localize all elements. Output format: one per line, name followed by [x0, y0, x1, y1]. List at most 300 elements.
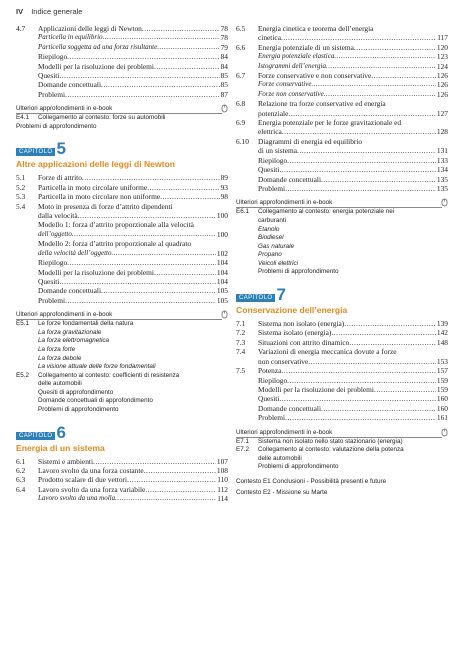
section-code: E5.1	[16, 320, 29, 328]
entry-title: Potenza .....	[258, 366, 436, 375]
entry-title: Modelli per la risoluzione dei problemi .....	[258, 385, 436, 394]
entry-page: 153	[436, 356, 448, 366]
entry-number: 7.5	[236, 366, 246, 376]
entry-title: di un sistema .....	[258, 146, 436, 155]
ebook-section[interactable]	[16, 380, 228, 389]
ebook-link[interactable]	[236, 198, 442, 208]
ebook-section[interactable]	[16, 123, 228, 132]
entry-text-wrap	[38, 457, 228, 466]
entry-page: 157	[436, 366, 448, 376]
toc-entry[interactable]	[236, 33, 448, 42]
entry-page: 78	[220, 24, 228, 33]
section-title: Veicoli elettrici	[258, 259, 299, 267]
toc-entry[interactable]	[236, 80, 448, 89]
entry-title: Forze di attrito .....	[38, 173, 220, 182]
toc-entry[interactable]	[236, 109, 448, 118]
entry-title: cinetica .....	[258, 33, 436, 42]
ebook-section[interactable]	[16, 406, 228, 415]
entry-page: 107	[216, 456, 228, 466]
entry-text-wrap	[258, 394, 448, 403]
entry-text-wrap	[258, 62, 448, 71]
entry-title: Lavoro svolto da una forza costante .....	[38, 466, 216, 475]
toc-entry[interactable]	[16, 202, 228, 211]
entry-page: 128	[436, 127, 448, 137]
entry-title: non conservative .....	[258, 357, 436, 366]
section-title: Collegamento al contesto: coefficienti di resistenza	[38, 371, 180, 379]
entry-number: 5.4	[16, 201, 26, 211]
ebook-section[interactable]	[236, 243, 448, 252]
entry-text-wrap	[38, 230, 228, 239]
entry-text-wrap	[258, 175, 448, 184]
section-title: delle automobili	[38, 380, 82, 388]
entry-text-wrap	[258, 385, 448, 394]
context-entry[interactable]: Contesto E2 - Missione su Marte	[236, 488, 328, 496]
section-title: Biodiesel	[258, 234, 284, 242]
toc-entry[interactable]	[16, 192, 228, 201]
entry-page: 148	[436, 337, 448, 347]
entry-title: Particella in moto circolare uniforme .....	[38, 183, 220, 192]
ebook-section[interactable]	[16, 355, 228, 364]
section-title: Domande concettuali di approfondimento	[38, 397, 153, 405]
ebook-section[interactable]	[236, 260, 448, 269]
toc-entry[interactable]	[236, 137, 448, 146]
toc-entry[interactable]	[16, 494, 228, 503]
entry-title: Energia potenziale elastica .....	[258, 52, 436, 61]
entry-title: elettrica .....	[258, 127, 436, 136]
ebook-section[interactable]	[236, 463, 448, 472]
entry-title: Domande concettuali .....	[38, 286, 216, 295]
entry-text-wrap	[38, 249, 228, 258]
entry-page: 135	[436, 174, 448, 184]
section-title: La visione attuale delle forze fondamentali	[38, 363, 156, 371]
page-number: IV	[16, 7, 24, 16]
entry-page: 126	[436, 71, 448, 81]
entry-page: 126	[436, 89, 448, 99]
ebook-section[interactable]	[236, 234, 448, 243]
toc-entry[interactable]	[236, 385, 448, 394]
entry-text-wrap	[38, 268, 228, 277]
entry-title: Domande concettuali .....	[258, 175, 436, 184]
section-title: Problemi di approfondimento	[16, 122, 97, 130]
entry-title: Sistema non isolato (energia) .....	[258, 319, 436, 328]
entry-title: Modello 1: forza d’attrito proporzionale alla velocità	[38, 220, 194, 230]
entry-text-wrap	[258, 165, 448, 174]
entry-text-wrap	[38, 24, 228, 33]
entry-page: 85	[220, 71, 228, 81]
toc-entry[interactable]	[16, 249, 228, 258]
toc-entry[interactable]	[236, 394, 448, 403]
toc-entry[interactable]	[16, 258, 228, 267]
entry-number: 6.4	[16, 484, 26, 494]
toc-entry[interactable]	[236, 62, 448, 71]
entry-page: 84	[220, 52, 228, 62]
toc-entry[interactable]	[236, 328, 448, 337]
ebook-link[interactable]	[16, 310, 222, 320]
entry-page: 100	[216, 229, 228, 239]
ebook-section[interactable]	[236, 446, 448, 455]
entry-number: 6.5	[236, 24, 246, 33]
entry-number: 6.1	[16, 456, 26, 466]
entry-page: 135	[436, 183, 448, 193]
entry-text-wrap	[38, 286, 228, 295]
entry-text-wrap	[258, 118, 448, 127]
entry-text-wrap	[38, 192, 228, 201]
entry-text-wrap	[38, 466, 228, 475]
chapter-badge	[236, 285, 448, 305]
toc-entry[interactable]	[16, 296, 228, 305]
entry-text-wrap	[258, 338, 448, 347]
entry-text-wrap	[258, 413, 448, 422]
entry-title: dell’oggetto .....	[38, 230, 216, 239]
entry-text-wrap	[258, 24, 448, 33]
section-title: Etanolo	[258, 225, 280, 233]
entry-text-wrap	[258, 184, 448, 193]
toc-entry[interactable]	[236, 52, 448, 61]
section-title: Quesiti di approfondimento	[38, 388, 114, 396]
section-code: E7.2	[236, 446, 249, 454]
ebook-section[interactable]	[236, 455, 448, 464]
entry-page: 89	[220, 173, 228, 183]
entry-title: Prodotto scalare di due vettori .....	[38, 475, 216, 484]
toc-entry[interactable]	[236, 319, 448, 328]
entry-text-wrap	[258, 71, 448, 80]
entry-title: Energia potenziale di un sistema .....	[258, 43, 436, 52]
entry-text-wrap	[38, 71, 228, 80]
ebook-section[interactable]	[236, 208, 448, 217]
entry-title: Istogrammi dell’energia .....	[258, 62, 436, 71]
entry-text-wrap	[258, 109, 448, 118]
chapter-title[interactable]: Altre applicazioni delle leggi di Newton	[16, 159, 176, 170]
entry-text-wrap	[258, 33, 448, 42]
entry-page: 104	[216, 258, 228, 268]
entry-number: 7.4	[236, 347, 246, 357]
entry-page: 84	[220, 61, 228, 71]
entry-number: 6.6	[236, 42, 246, 52]
entry-page: 93	[220, 182, 228, 192]
chapter-title[interactable]: Conservazione dell’energia	[236, 305, 348, 316]
mouse-icon	[441, 198, 448, 207]
entry-page: 87	[220, 89, 228, 99]
entry-page: 112	[217, 484, 228, 494]
entry-page: 139	[436, 319, 448, 329]
chapter-label: CAPITOLO	[16, 432, 55, 440]
entry-page: 85	[220, 80, 228, 90]
toc-entry[interactable]	[16, 230, 228, 239]
entry-page: 100	[216, 211, 228, 221]
entry-text-wrap	[258, 376, 448, 385]
entry-page: 105	[216, 286, 228, 296]
toc-entry[interactable]	[236, 24, 448, 33]
entry-page: 110	[217, 475, 228, 485]
ebook-section[interactable]	[236, 438, 448, 447]
ebook-section[interactable]	[16, 320, 228, 329]
ebook-section[interactable]	[16, 329, 228, 338]
running-title: Indice generale	[31, 7, 83, 16]
toc-entry[interactable]	[16, 286, 228, 295]
entry-title: Relazione tra forze conservative ed energia	[258, 99, 386, 109]
toc-entry[interactable]	[236, 175, 448, 184]
entry-text-wrap	[258, 347, 448, 356]
entry-page: 159	[436, 375, 448, 385]
entry-text-wrap	[38, 43, 228, 52]
entry-title: Lavoro svolto da una forza variabile .....	[38, 485, 216, 494]
entry-text-wrap	[38, 202, 228, 211]
mouse-icon	[221, 310, 228, 319]
entry-page: 160	[436, 394, 448, 404]
entry-title: Domande concettuali .....	[38, 80, 220, 89]
entry-text-wrap	[38, 52, 228, 61]
toc-entry[interactable]	[16, 183, 228, 192]
ebook-section[interactable]	[236, 226, 448, 235]
entry-title: Diagrammi di energia ed equilibrio	[258, 136, 363, 146]
ebook-section[interactable]	[16, 363, 228, 372]
toc-entry[interactable]	[236, 118, 448, 127]
entry-page: 131	[436, 146, 448, 156]
section-title: La forza debole	[38, 354, 82, 362]
context-entry[interactable]: Contesto E1 Conclusioni - Possibilità presenti e future	[236, 477, 387, 485]
entry-title: Situazioni con attrito dinamico .....	[258, 338, 436, 347]
toc-entry[interactable]	[236, 184, 448, 193]
section-title: La forza gravitazionale	[38, 328, 102, 336]
entry-page: 134	[436, 165, 448, 175]
entry-title: Modelli per la risoluzione dei problemi .....	[38, 62, 220, 71]
entry-text-wrap	[38, 90, 228, 99]
section-title: Le forze fondamentali della natura	[38, 320, 134, 328]
entry-page: 114	[217, 494, 228, 504]
entry-text-wrap	[38, 62, 228, 71]
entry-title: della velocità dell’oggetto .....	[38, 249, 216, 258]
section-code: E5.2	[16, 371, 29, 379]
entry-text-wrap	[258, 319, 448, 328]
toc-entry[interactable]	[236, 165, 448, 174]
toc-entry[interactable]	[236, 338, 448, 347]
entry-number: 7.3	[236, 337, 246, 347]
chapter-label: CAPITOLO	[236, 294, 275, 302]
toc-entry[interactable]	[16, 268, 228, 277]
ebook-section[interactable]	[236, 268, 448, 277]
ebook-section[interactable]	[16, 372, 228, 381]
entry-title: dalla velocità .....	[38, 211, 216, 220]
toc-entry[interactable]	[236, 43, 448, 52]
entry-text-wrap	[38, 277, 228, 286]
entry-text-wrap	[38, 183, 228, 192]
toc-entry[interactable]	[16, 33, 228, 42]
entry-number: 6.7	[236, 71, 246, 81]
entry-text-wrap	[38, 239, 228, 248]
entry-page: 126	[436, 80, 448, 90]
entry-text-wrap	[258, 127, 448, 136]
entry-page: 102	[216, 248, 228, 258]
ebook-label: Ulteriori approfondimenti in e-book	[236, 199, 333, 207]
entry-page: 98	[220, 192, 228, 202]
entry-page: 161	[436, 413, 448, 423]
entry-title: Particella in equilibrio .....	[38, 33, 220, 42]
ebook-section[interactable]	[236, 251, 448, 260]
section-title: Collegamento al contesto: valutazione della potenza	[258, 446, 404, 454]
entry-text-wrap	[38, 173, 228, 182]
entry-page: 142	[436, 328, 448, 338]
entry-text-wrap	[258, 328, 448, 337]
section-title: carburanti	[258, 216, 287, 224]
toc-entry[interactable]	[16, 485, 228, 494]
entry-title: Sistema isolato (energia) .....	[258, 328, 436, 337]
toc-entry[interactable]	[236, 413, 448, 422]
entry-title: Particella soggetta ad una forza risultante .....	[38, 43, 220, 52]
toc-entry[interactable]	[236, 146, 448, 155]
entry-title: Forze conservative e non conservative .....	[258, 71, 436, 80]
ebook-section[interactable]	[16, 114, 228, 123]
mouse-icon	[221, 104, 228, 113]
toc-entry[interactable]	[236, 90, 448, 99]
entry-title: Modello 2: forza d’attrito proporzionale al quadrato	[38, 239, 192, 249]
entry-text-wrap	[38, 296, 228, 305]
toc-right-column	[236, 24, 448, 498]
toc-entry[interactable]	[16, 220, 228, 229]
toc-entry[interactable]	[236, 156, 448, 165]
toc-entry[interactable]	[236, 347, 448, 356]
toc-entry[interactable]	[16, 80, 228, 89]
toc-entry[interactable]	[236, 366, 448, 375]
entry-page: 78	[220, 33, 228, 43]
toc-entry[interactable]	[16, 211, 228, 220]
toc-entry[interactable]	[236, 404, 448, 413]
section-title: Problemi di approfondimento	[258, 268, 339, 276]
entry-text-wrap	[258, 43, 448, 52]
toc-entry[interactable]	[16, 277, 228, 286]
ebook-link[interactable]	[236, 428, 442, 438]
toc-entry[interactable]	[16, 475, 228, 484]
section-code: E6.1	[236, 208, 249, 216]
entry-text-wrap	[258, 90, 448, 99]
entry-page: 160	[436, 403, 448, 413]
mouse-icon	[441, 428, 448, 437]
entry-title: Problemi .....	[38, 296, 216, 305]
entry-number: 6.9	[236, 118, 246, 128]
toc-left-column	[16, 24, 228, 504]
entry-title: Applicazioni delle leggi di Newton .....	[38, 24, 220, 33]
entry-title: Moto in presenza di forze d’attrito dipendenti	[38, 201, 173, 211]
ebook-label: Ulteriori approfondimenti in e-book	[236, 428, 333, 436]
ebook-label: Ulteriori approfondimenti in e-book	[16, 311, 113, 319]
ebook-section[interactable]	[16, 389, 228, 398]
ebook-link[interactable]	[16, 104, 222, 114]
entry-title: Forze conservative .....	[258, 80, 436, 89]
entry-text-wrap	[258, 156, 448, 165]
entry-title: Quesiti .....	[258, 165, 436, 174]
chapter-title[interactable]: Energia di un sistema	[16, 442, 105, 453]
entry-title: Sistemi e ambienti .....	[38, 457, 216, 466]
section-title: La forza elettromagnetica	[38, 337, 110, 345]
entry-title: Riepilogo .....	[258, 376, 436, 385]
toc-entry[interactable]	[16, 62, 228, 71]
entry-page: 133	[436, 155, 448, 165]
section-title: Sistema non isolato nello stato stazionario (energia)	[258, 437, 403, 445]
entry-number: 7.2	[236, 328, 246, 338]
section-title: La forza forte	[38, 345, 76, 353]
toc-entry[interactable]	[16, 466, 228, 475]
entry-title: Problemi .....	[258, 413, 436, 422]
toc-entry[interactable]	[16, 90, 228, 99]
entry-text-wrap	[258, 146, 448, 155]
entry-number: 6.10	[236, 136, 249, 146]
entry-page: 108	[216, 466, 228, 476]
entry-title: Domande concettuali .....	[258, 404, 436, 413]
entry-title: Problemi .....	[38, 90, 220, 99]
toc-entry[interactable]	[16, 52, 228, 61]
section-title: Propano	[258, 251, 282, 259]
toc-entry[interactable]	[236, 71, 448, 80]
entry-text-wrap	[258, 357, 448, 366]
entry-title: Energia potenziale per le forze gravitazionale ed	[258, 118, 402, 128]
section-title: Problemi di approfondimento	[38, 406, 119, 414]
entry-number: 4.7	[16, 24, 26, 33]
entry-text-wrap	[258, 80, 448, 89]
chapter-number: 7	[276, 285, 286, 305]
entry-text-wrap	[258, 99, 448, 108]
entry-number: 6.8	[236, 99, 246, 109]
entry-number: 6.2	[16, 466, 26, 476]
toc-entry[interactable]	[236, 99, 448, 108]
entry-text-wrap	[38, 258, 228, 267]
toc-entry[interactable]	[236, 357, 448, 366]
entry-title: Problemi .....	[258, 184, 436, 193]
toc-entry[interactable]	[16, 173, 228, 182]
ebook-section[interactable]	[16, 397, 228, 406]
entry-page: 79	[220, 42, 228, 52]
chapter-badge	[16, 424, 228, 440]
entry-title: Modelli per la risoluzione dei problemi .....	[38, 268, 216, 277]
ebook-section[interactable]	[236, 217, 448, 226]
toc-entry[interactable]	[236, 127, 448, 136]
entry-title: Quesiti .....	[258, 394, 436, 403]
toc-entry[interactable]	[236, 376, 448, 385]
chapter-number: 5	[56, 139, 66, 159]
ebook-section[interactable]	[16, 346, 228, 355]
entry-title: Energia cinetica e teorema dell’energia	[258, 24, 374, 33]
entry-text-wrap	[38, 494, 228, 503]
section-title: Collegamento al contesto: forze su automobili	[38, 114, 166, 122]
entry-page: 117	[437, 33, 448, 43]
toc-entry[interactable]	[16, 43, 228, 52]
entry-page: 104	[216, 267, 228, 277]
section-code: E4.1	[16, 114, 29, 122]
toc-entry[interactable]	[16, 24, 228, 33]
entry-number: 6.3	[16, 475, 26, 485]
entry-page: 105	[216, 295, 228, 305]
ebook-section[interactable]	[16, 337, 228, 346]
entry-text-wrap	[258, 366, 448, 375]
entry-title: Riepilogo .....	[258, 156, 436, 165]
entry-number: 7.1	[236, 319, 246, 329]
entry-text-wrap	[38, 80, 228, 89]
entry-text-wrap	[258, 404, 448, 413]
entry-page: 120	[436, 42, 448, 52]
toc-entry[interactable]	[16, 71, 228, 80]
toc-entry[interactable]	[16, 457, 228, 466]
chapter-label: CAPITOLO	[16, 148, 55, 156]
page-header	[16, 7, 82, 16]
section-title: Problemi di approfondimento	[258, 463, 339, 471]
entry-number: 5.3	[16, 192, 26, 202]
entry-text-wrap	[38, 220, 228, 229]
entry-number: 5.1	[16, 173, 26, 183]
toc-entry[interactable]	[16, 239, 228, 248]
entry-title: Particella in moto circolare non uniforme .....	[38, 192, 220, 201]
entry-number: 5.2	[16, 182, 26, 192]
entry-title: Lavoro svolto da una molla .....	[38, 494, 216, 503]
section-title: delle automobili	[258, 454, 302, 462]
entry-title: Forze non conservative .....	[258, 90, 436, 99]
